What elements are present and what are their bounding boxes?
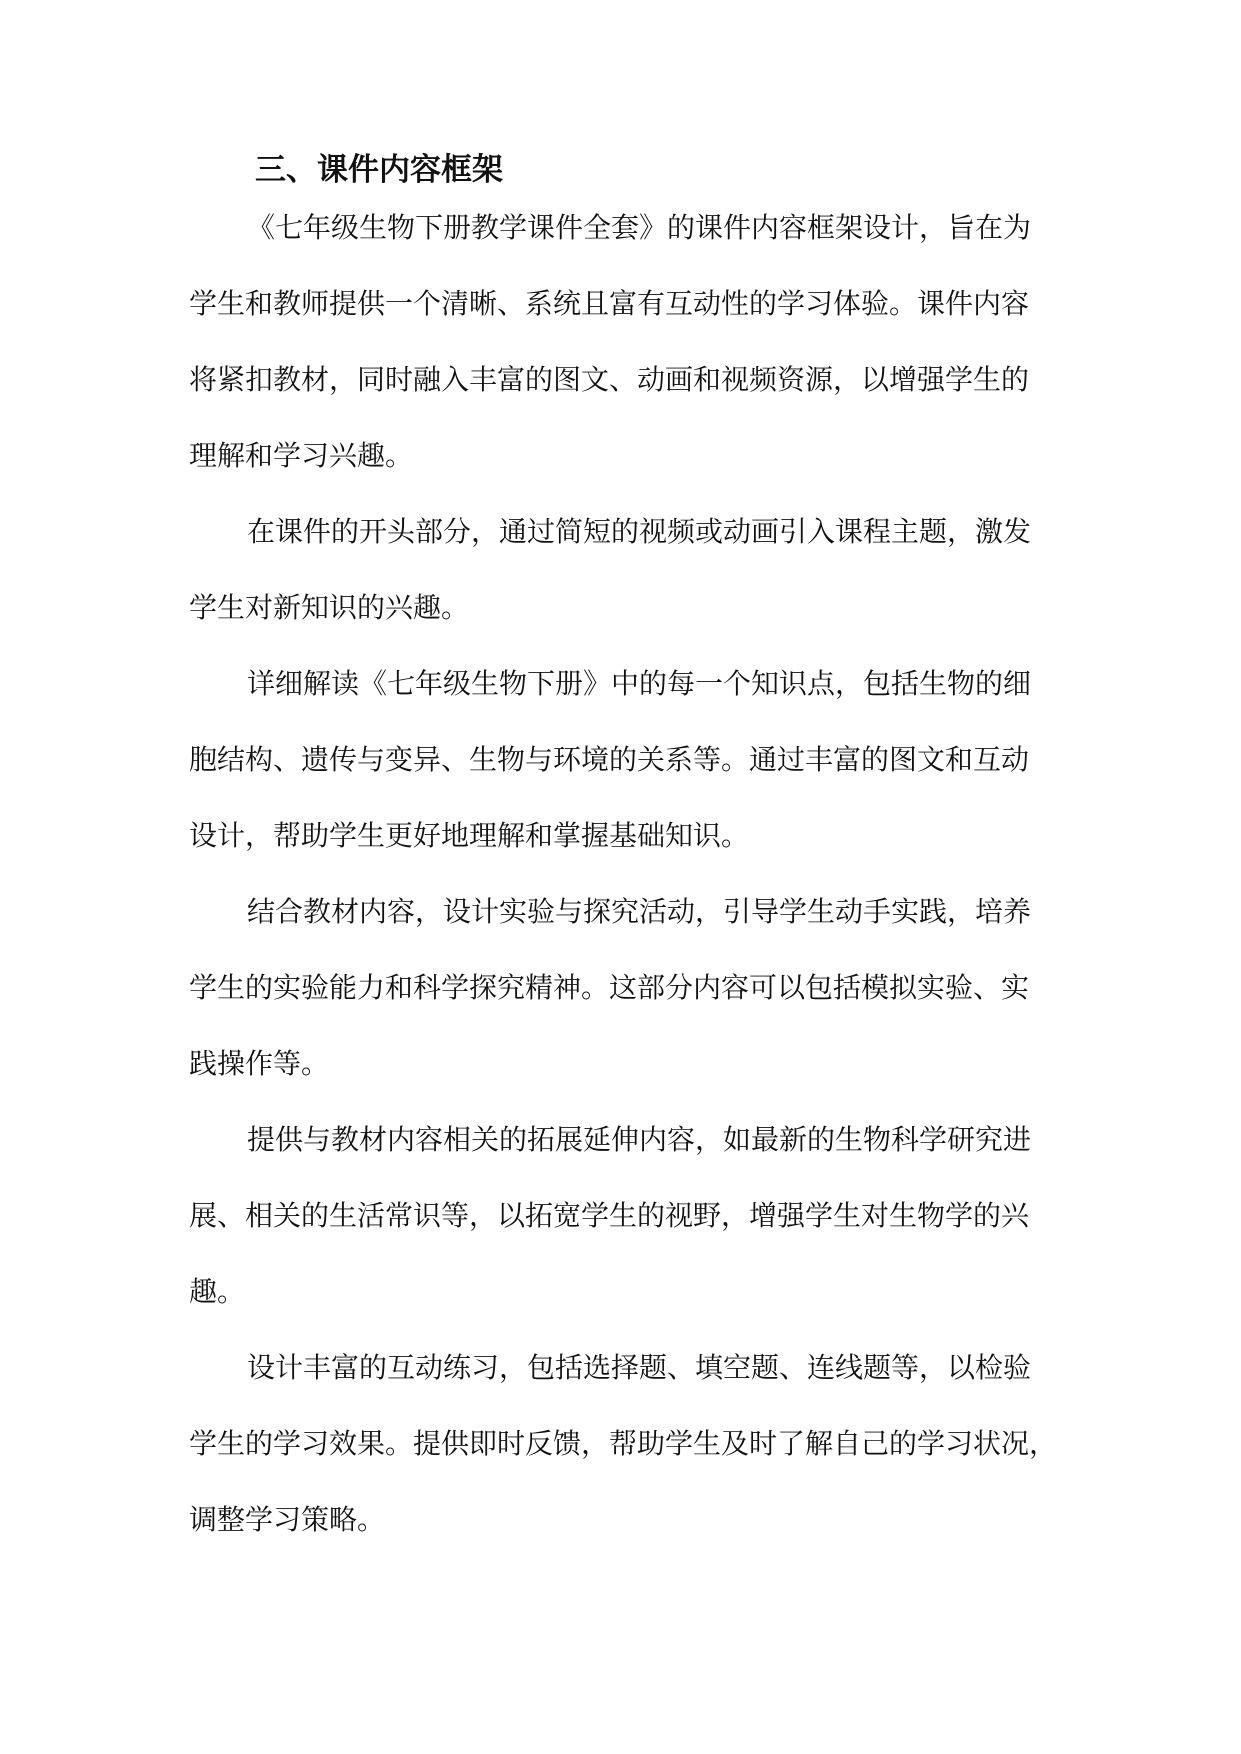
paragraph-line: 设计，帮助学生更好地理解和掌握基础知识。 <box>189 819 750 852</box>
paragraph-line: 展、相关的生活常识等，以拓宽学生的视野，增强学生对生物学的兴 <box>189 1199 1030 1232</box>
paragraph-line: 调整学习策略。 <box>189 1503 386 1536</box>
paragraph-line: 设计丰富的互动练习，包括选择题、填空题、连线题等，以检验 <box>247 1351 1032 1384</box>
paragraph-intro <box>189 190 1069 494</box>
paragraph-line: 在课件的开头部分，通过简短的视频或动画引入课程主题，激发 <box>247 515 1032 548</box>
paragraph-line: 详细解读《七年级生物下册》中的每一个知识点，包括生物的细 <box>247 667 1032 700</box>
paragraph-extension <box>189 1102 1069 1330</box>
paragraph-line: 趣。 <box>189 1275 246 1308</box>
paragraph-line: 提供与教材内容相关的拓展延伸内容，如最新的生物科学研究进 <box>247 1123 1032 1156</box>
paragraph-experiment <box>189 874 1069 1102</box>
paragraph-opening <box>189 494 1069 646</box>
paragraph-line: 理解和学习兴趣。 <box>189 439 414 472</box>
paragraph-line: 《七年级生物下册教学课件全套》的课件内容框架设计，旨在为 <box>247 211 1032 244</box>
paragraph-line: 学生的学习效果。提供即时反馈，帮助学生及时了解自己的学习状况， <box>189 1427 1058 1460</box>
paragraph-line: 胞结构、遗传与变异、生物与环境的关系等。通过丰富的图文和互动 <box>189 743 1030 776</box>
paragraph-line: 学生和教师提供一个清晰、系统且富有互动性的学习体验。课件内容 <box>189 287 1030 320</box>
paragraph-line: 学生的实验能力和科学探究精神。这部分内容可以包括模拟实验、实 <box>189 971 1030 1004</box>
paragraph-exercises <box>189 1330 1069 1558</box>
paragraph-line: 践操作等。 <box>189 1047 330 1080</box>
paragraph-line: 学生对新知识的兴趣。 <box>189 591 470 624</box>
paragraph-line: 将紧扣教材，同时融入丰富的图文、动画和视频资源，以增强学生的 <box>189 363 1030 396</box>
paragraph-knowledge <box>189 646 1069 874</box>
paragraph-line: 结合教材内容，设计实验与探究活动，引导学生动手实践，培养 <box>247 895 1032 928</box>
section-heading: 三、课件内容框架 <box>255 152 503 188</box>
